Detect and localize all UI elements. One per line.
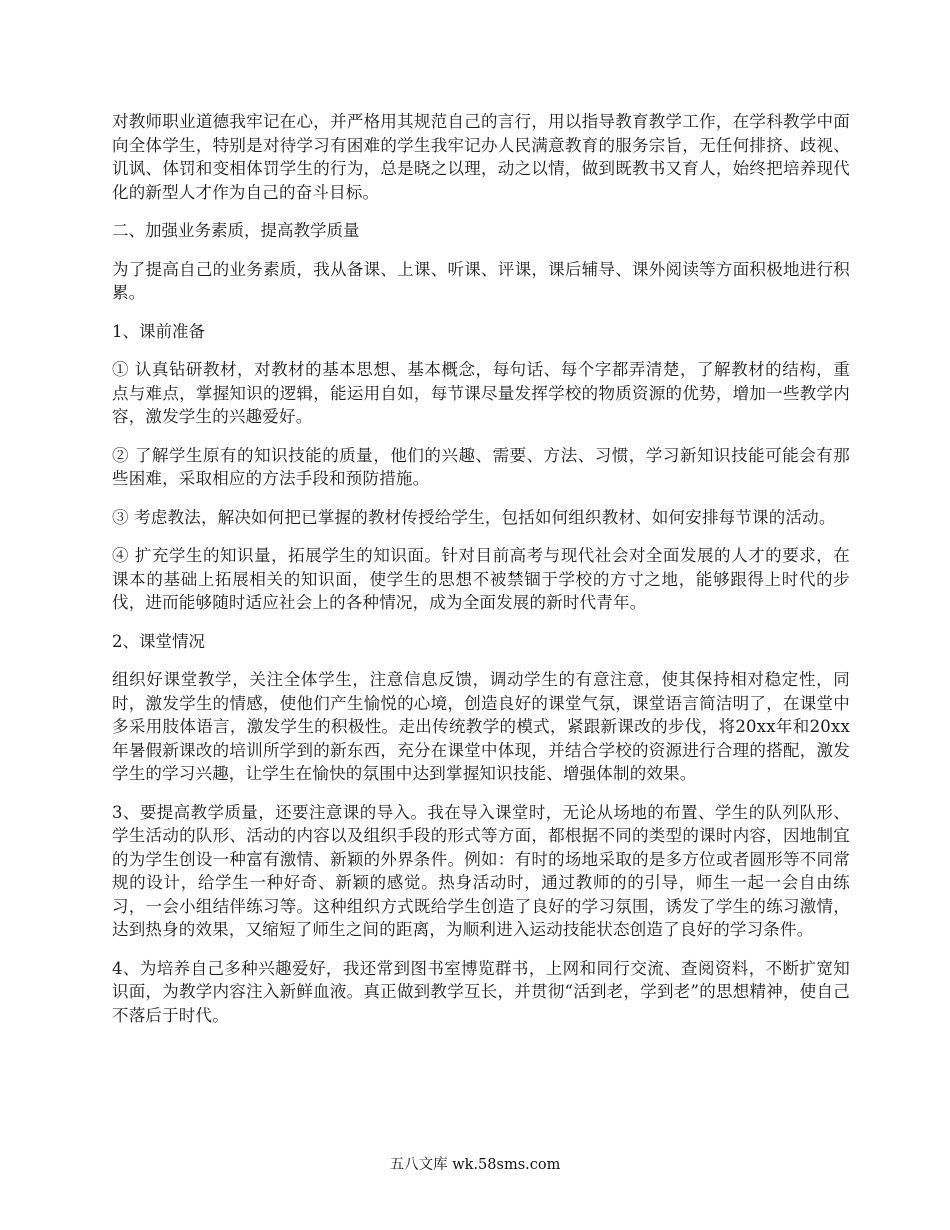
paragraph-prep-item-3: ③ 考虑教法，解决如何把已掌握的教材传授给学生，包括如何组织教材、如何安排每节课的活动。 <box>112 507 836 527</box>
paragraph-lesson-intro: 3、要提高教学质量，还要注意课的导入。我在导入课堂时，无论从场地的布置、学生的队列队形、学生活动的队形、活动的内容以及组织手段的形式等方面，都根据不同的类型的课时内容，因地制宜的为学生创设一种富有激情、新颖的外界条件。例如：有时的场地采取的是多方位或者圆形等不同常规的设计，给学生一种好奇、新颖的感觉。热身活动时，通过教师的的引导，师生一起一会自由练习，一会小组结伴练习等。这种组织方式既给学生创造了良好的学习氛围，诱发了学生的练习激情，达到热身的效果，又缩短了师生之间的距离，为顺利进入运动技能状态创造了良好的学习条件。 <box>112 802 850 939</box>
paragraph-prep-item-4: ④ 扩充学生的知识量，拓展学生的知识面。针对目前高考与现代社会对全面发展的人才的要求，在课本的基础上拓展相关的知识面，使学生的思想不被禁锢于学校的方寸之地，能够跟得上时代的步伐，进而能够随时适应社会上的各种情况，成为全面发展的新时代青年。 <box>112 546 850 612</box>
section-heading-business-quality: 二、加强业务素质，提高教学质量 <box>112 221 360 240</box>
paragraph-classroom: 组织好课堂教学，关注全体学生，注意信息反馈，调动学生的有意注意，使其保持相对稳定性，同时，激发学生的情感，使他们产生愉悦的心境，创造良好的课堂气氛，课堂语言简洁明了，在课堂中多采用肢体语言，激发学生的积极性。走出传统教学的模式，紧跟新课改的步伐，将20xx年和20xx年暑假新课改的培训所学到的新东西，充分在课堂中体现，并结合学校的资源进行合理的搭配，激发学生的学习兴趣，让学生在愉快的氛围中达到掌握知识技能、增强体制的效果。 <box>112 670 850 783</box>
subheading-lesson-prep: 1、课前准备 <box>112 321 205 341</box>
paragraph-interests: 4、为培养自己多种兴趣爱好，我还常到图书室博览群书，上网和同行交流、查阅资料，不断扩宽知识面，为教学内容注入新鲜血液。真正做到教学互长，并贯彻“活到老，学到老”的思想精神，使自己不落后于时代。 <box>112 958 850 1025</box>
document-body <box>112 110 850 1042</box>
subheading-classroom: 2、课堂情况 <box>112 631 205 651</box>
paragraph-business-quality: 为了提高自己的业务素质，我从备课、上课、听课、评课，课后辅导、课外阅读等方面积极地进行积累。 <box>112 259 850 302</box>
paragraph-ethics: 对教师职业道德我牢记在心，并严格用其规范自己的言行，用以指导教育教学工作，在学科教学中面向全体学生，特别是对待学习有困难的学生我牢记办人民满意教育的服务宗旨，无任何排挤、歧视、讥讽、体罚和变相体罚学生的行为，总是晓之以理，动之以情，做到既教书又育人，始终把培养现代化的新型人才作为自己的奋斗目标。 <box>112 112 850 202</box>
paragraph-prep-item-2: ② 了解学生原有的知识技能的质量，他们的兴趣、需要、方法、习惯，学习新知识技能可能会有那些困难，采取相应的方法手段和预防措施。 <box>112 445 850 488</box>
paragraph-prep-item-1: ① 认真钻研教材，对教材的基本思想、基本概念，每句话、每个字都弄清楚，了解教材的结构，重点与难点，掌握知识的逻辑，能运用自如，每节课尽量发挥学校的物质资源的优势，增加一些教学内容，激发学生的兴趣爱好。 <box>112 360 850 426</box>
footer-watermark: 五八文库 wk.58sms.com <box>389 1157 561 1173</box>
